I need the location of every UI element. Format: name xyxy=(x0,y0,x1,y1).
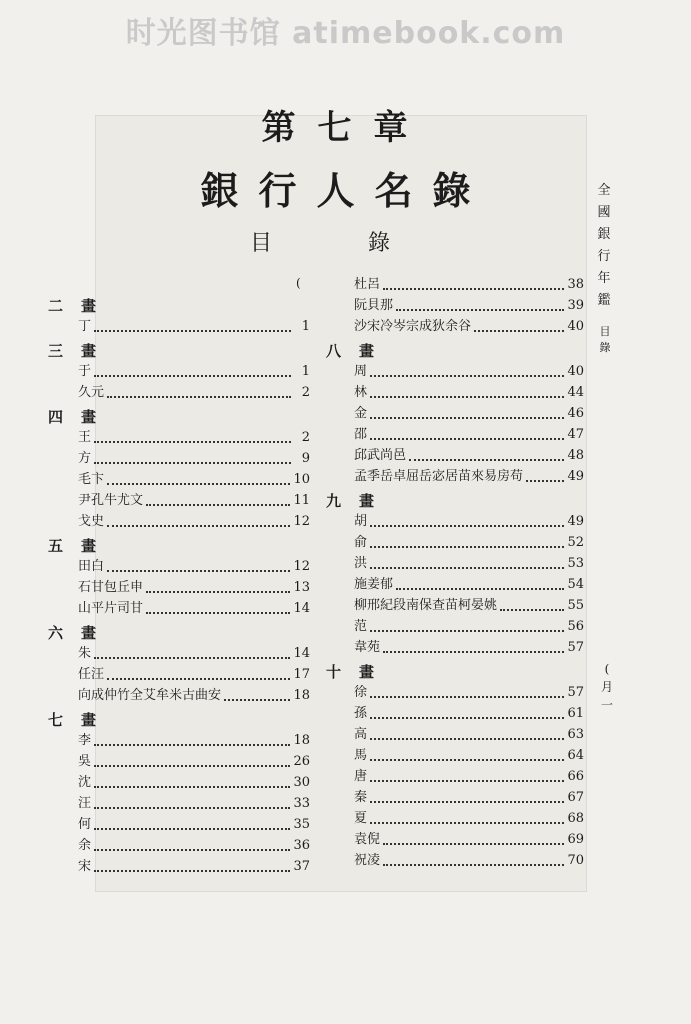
side-folio xyxy=(595,660,619,714)
page-number: 54 xyxy=(567,577,584,592)
surname-list: 丁 xyxy=(78,319,92,334)
surname-list: 唐 xyxy=(354,769,368,784)
page-number: 17 xyxy=(293,667,310,682)
surname-list: 高 xyxy=(354,727,368,742)
toc-entry xyxy=(326,595,584,616)
surname-list: 沙宋冷岑宗成狄余谷 xyxy=(354,319,472,334)
dot-leader xyxy=(370,525,564,527)
side-running-title xyxy=(595,180,613,312)
dot-leader xyxy=(94,657,290,659)
page-number: 52 xyxy=(567,535,584,550)
toc-heading-char: 錄 xyxy=(367,231,390,256)
dot-leader xyxy=(396,309,564,311)
surname-list: 余 xyxy=(78,838,92,853)
toc-entry xyxy=(326,850,584,871)
toc-entry xyxy=(326,382,584,403)
dot-leader xyxy=(370,801,564,803)
page-number: 44 xyxy=(567,385,584,400)
toc-entry xyxy=(326,316,584,337)
toc-entry xyxy=(48,316,310,337)
surname-list: 孫 xyxy=(354,706,368,721)
page-number: 56 xyxy=(567,619,584,634)
stroke-group-heading xyxy=(48,341,310,361)
dot-leader xyxy=(94,744,290,746)
toc-column-right xyxy=(326,274,584,871)
dot-leader xyxy=(94,441,291,443)
toc-entry xyxy=(326,403,584,424)
toc-entry xyxy=(326,361,584,382)
page-number: 12 xyxy=(293,559,310,574)
dot-leader xyxy=(409,459,564,461)
page-number: 13 xyxy=(293,580,310,595)
toc-column-left xyxy=(48,292,310,877)
toc-heading xyxy=(250,226,390,257)
surname-list: 周 xyxy=(354,364,368,379)
chapter-heading: 第七章 xyxy=(261,108,430,148)
surname-list: 施姜郁 xyxy=(354,577,394,592)
toc-entry xyxy=(326,745,584,766)
surname-list: 田白 xyxy=(78,559,105,574)
toc-entry xyxy=(326,274,584,295)
dot-leader xyxy=(107,483,290,485)
surname-list: 徐 xyxy=(354,685,368,700)
page-number: 70 xyxy=(567,853,584,868)
stroke-group-label: 四畫 xyxy=(48,408,115,426)
dot-leader xyxy=(370,738,564,740)
toc-entry xyxy=(48,814,310,835)
surname-list: 何 xyxy=(78,817,92,832)
dot-leader xyxy=(146,504,290,506)
toc-entry xyxy=(48,835,310,856)
dot-leader xyxy=(94,807,290,809)
stroke-group-heading xyxy=(326,341,584,361)
dot-leader xyxy=(370,396,564,398)
page-number: 61 xyxy=(567,706,584,721)
page-title: 銀行人名錄 xyxy=(200,168,491,213)
stroke-group-heading xyxy=(326,662,584,682)
surname-list: 柳邢紀段南保查苗柯晏姚 xyxy=(354,598,498,613)
toc-entry xyxy=(326,424,584,445)
dot-leader xyxy=(107,525,290,527)
side-title-char: 國 xyxy=(597,205,611,220)
stroke-group-label: 五畫 xyxy=(48,537,115,555)
stroke-group-label: 九畫 xyxy=(326,492,393,510)
dot-leader xyxy=(370,567,564,569)
toc-entry xyxy=(326,682,584,703)
page-number: 37 xyxy=(293,859,310,874)
toc-entry xyxy=(326,511,584,532)
stroke-group-label: 三畫 xyxy=(48,342,115,360)
page-number: 1 xyxy=(301,319,310,334)
surname-list: 戈史 xyxy=(78,514,105,529)
page-number: 14 xyxy=(293,601,310,616)
dot-leader xyxy=(370,546,564,548)
stroke-group-heading xyxy=(48,623,310,643)
toc-entry xyxy=(48,598,310,619)
toc-entry xyxy=(48,556,310,577)
stroke-group-label: 六畫 xyxy=(48,624,115,642)
dot-leader xyxy=(383,651,564,653)
dot-leader xyxy=(370,759,564,761)
surname-list: 邵 xyxy=(354,427,368,442)
surname-list: 洪 xyxy=(354,556,368,571)
stroke-group-heading xyxy=(48,710,310,730)
page-number: 1 xyxy=(301,364,310,379)
page-number: 40 xyxy=(567,364,584,379)
surname-list: 阮貝那 xyxy=(354,298,394,313)
surname-list: 于 xyxy=(78,364,92,379)
page-number: 66 xyxy=(567,769,584,784)
toc-entry xyxy=(48,856,310,877)
toc-entry xyxy=(326,829,584,850)
page-number: 33 xyxy=(293,796,310,811)
page-number: 49 xyxy=(567,514,584,529)
surname-list: 吳 xyxy=(78,754,92,769)
dot-leader xyxy=(94,786,290,788)
surname-list: 杜呂 xyxy=(354,277,381,292)
stroke-group-label: 十畫 xyxy=(326,663,393,681)
dot-leader xyxy=(370,780,564,782)
surname-list: 孟季岳卓屈岳宓居苗來易房苟 xyxy=(354,469,524,484)
surname-list: 韋苑 xyxy=(354,640,381,655)
surname-list: 久元 xyxy=(78,385,105,400)
dot-leader xyxy=(107,570,290,572)
watermark: 时光图书馆 atimebook.com xyxy=(125,16,566,51)
dot-leader xyxy=(526,480,564,482)
dot-leader xyxy=(396,588,564,590)
side-section-label xyxy=(597,324,613,356)
toc-entry xyxy=(48,793,310,814)
dot-leader xyxy=(94,330,291,332)
surname-list: 方 xyxy=(78,451,92,466)
surname-list: 向成仲竹全艾牟米古曲安 xyxy=(78,688,222,703)
surname-list: 尹孔牛尤文 xyxy=(78,493,144,508)
dot-leader xyxy=(107,678,290,680)
dot-leader xyxy=(474,330,564,332)
toc-entry xyxy=(48,361,310,382)
toc-entry xyxy=(48,448,310,469)
dot-leader xyxy=(94,375,291,377)
side-title-char: 鑑 xyxy=(597,293,611,308)
page-number: 69 xyxy=(567,832,584,847)
toc-entry xyxy=(326,574,584,595)
toc-entry xyxy=(48,577,310,598)
stroke-group-heading xyxy=(326,491,584,511)
surname-list: 祝凌 xyxy=(354,853,381,868)
toc-entry xyxy=(326,808,584,829)
corner-mark: ( xyxy=(296,276,301,290)
toc-entry xyxy=(326,466,584,487)
dot-leader xyxy=(383,843,564,845)
stroke-group-heading xyxy=(48,407,310,427)
surname-list: 袁倪 xyxy=(354,832,381,847)
surname-list: 夏 xyxy=(354,811,368,826)
toc-entry xyxy=(48,469,310,490)
dot-leader xyxy=(146,591,290,593)
dot-leader xyxy=(383,864,564,866)
dot-leader xyxy=(94,828,290,830)
toc-entry xyxy=(48,511,310,532)
side-label-char: 錄 xyxy=(599,341,611,354)
side-label-char: 目 xyxy=(599,325,611,338)
page-number: 12 xyxy=(293,514,310,529)
toc-heading-char: 目 xyxy=(250,231,273,256)
toc-entry xyxy=(326,445,584,466)
toc-entry xyxy=(326,766,584,787)
toc-entry xyxy=(48,685,310,706)
dot-leader xyxy=(370,438,564,440)
page-number: 30 xyxy=(293,775,310,790)
surname-list: 朱 xyxy=(78,646,92,661)
dot-leader xyxy=(370,375,564,377)
dot-leader xyxy=(370,696,564,698)
page-number: 18 xyxy=(293,688,310,703)
dot-leader xyxy=(94,462,291,464)
page-number: 26 xyxy=(293,754,310,769)
toc-entry xyxy=(48,664,310,685)
toc-entry xyxy=(326,553,584,574)
surname-list: 王 xyxy=(78,430,92,445)
page-number: 46 xyxy=(567,406,584,421)
surname-list: 毛卞 xyxy=(78,472,105,487)
surname-list: 石甘包丘申 xyxy=(78,580,144,595)
surname-list: 秦 xyxy=(354,790,368,805)
page-number: 53 xyxy=(567,556,584,571)
dot-leader xyxy=(370,417,564,419)
side-title-char: 年 xyxy=(597,271,611,286)
surname-list: 林 xyxy=(354,385,368,400)
dot-leader xyxy=(370,630,564,632)
surname-list: 胡 xyxy=(354,514,368,529)
page-number: 47 xyxy=(567,427,584,442)
side-folio-char: ( xyxy=(604,662,610,676)
toc-entry xyxy=(48,490,310,511)
stroke-group-label: 八畫 xyxy=(326,342,393,360)
toc-entry xyxy=(326,703,584,724)
dot-leader xyxy=(383,288,564,290)
toc-entry xyxy=(326,295,584,316)
surname-list: 任汪 xyxy=(78,667,105,682)
dot-leader xyxy=(500,609,564,611)
stroke-group-label: 二畫 xyxy=(48,297,115,315)
page-number: 57 xyxy=(567,640,584,655)
side-title-char: 行 xyxy=(597,249,611,264)
page-number: 49 xyxy=(567,469,584,484)
dot-leader xyxy=(94,765,290,767)
dot-leader xyxy=(370,822,564,824)
page-number: 64 xyxy=(567,748,584,763)
surname-list: 邱武尚邑 xyxy=(354,448,407,463)
stroke-group-label: 七畫 xyxy=(48,711,115,729)
page-number: 18 xyxy=(293,733,310,748)
toc-entry xyxy=(48,643,310,664)
toc-entry xyxy=(48,751,310,772)
dot-leader xyxy=(370,717,564,719)
page-number: 35 xyxy=(293,817,310,832)
dot-leader xyxy=(94,870,290,872)
dot-leader xyxy=(107,396,291,398)
surname-list: 范 xyxy=(354,619,368,634)
toc-entry xyxy=(326,724,584,745)
page-number: 67 xyxy=(567,790,584,805)
surname-list: 馬 xyxy=(354,748,368,763)
toc-entry xyxy=(326,787,584,808)
side-title-char: 全 xyxy=(597,183,611,198)
page-number: 63 xyxy=(567,727,584,742)
toc-entry xyxy=(48,427,310,448)
toc-entry xyxy=(48,382,310,403)
page-number: 10 xyxy=(293,472,310,487)
page-number: 2 xyxy=(301,385,310,400)
stroke-group-heading xyxy=(48,296,310,316)
toc-entry xyxy=(326,532,584,553)
surname-list: 山平片司甘 xyxy=(78,601,144,616)
page-number: 40 xyxy=(567,319,584,334)
page-number: 2 xyxy=(301,430,310,445)
toc-entry xyxy=(326,616,584,637)
dot-leader xyxy=(146,612,290,614)
page-number: 57 xyxy=(567,685,584,700)
surname-list: 沈 xyxy=(78,775,92,790)
toc-entry xyxy=(48,730,310,751)
dot-leader xyxy=(94,849,290,851)
toc-entry xyxy=(326,637,584,658)
toc-entry xyxy=(48,772,310,793)
surname-list: 金 xyxy=(354,406,368,421)
page-number: 38 xyxy=(567,277,584,292)
side-title-char: 銀 xyxy=(597,227,611,242)
page-number: 39 xyxy=(567,298,584,313)
side-folio-char: 月 xyxy=(600,680,613,694)
page-number: 68 xyxy=(567,811,584,826)
page-number: 36 xyxy=(293,838,310,853)
dot-leader xyxy=(224,699,290,701)
page-number: 9 xyxy=(301,451,310,466)
surname-list: 汪 xyxy=(78,796,92,811)
page-number: 55 xyxy=(567,598,584,613)
stroke-group-heading xyxy=(48,536,310,556)
surname-list: 宋 xyxy=(78,859,92,874)
surname-list: 俞 xyxy=(354,535,368,550)
page-number: 48 xyxy=(567,448,584,463)
page-number: 11 xyxy=(293,493,310,508)
side-folio-char: 一 xyxy=(600,698,613,712)
page-number: 14 xyxy=(293,646,310,661)
surname-list: 李 xyxy=(78,733,92,748)
